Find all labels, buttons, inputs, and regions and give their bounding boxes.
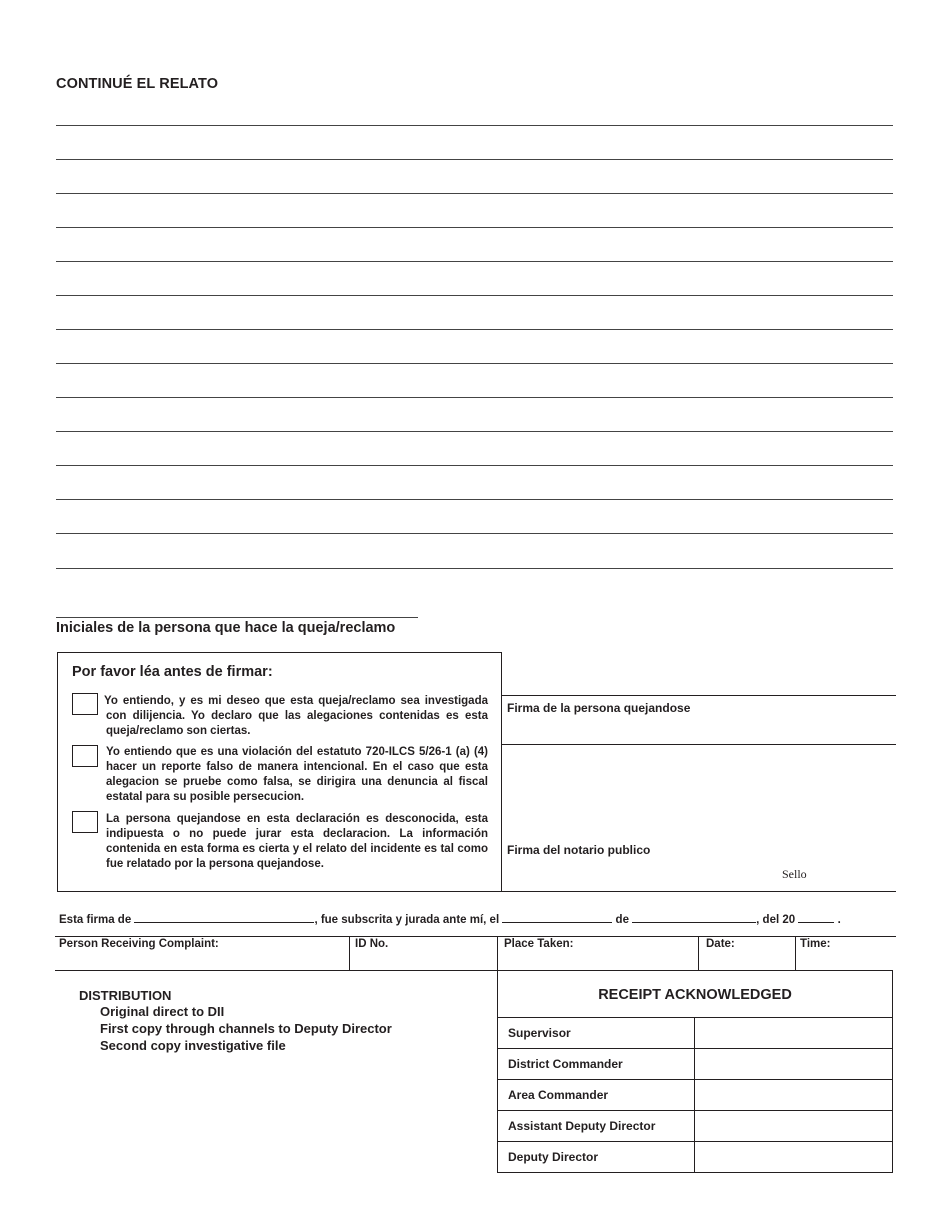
seal-label: Sello bbox=[782, 867, 807, 881]
signature-divider bbox=[502, 744, 896, 745]
complaint-row-divider bbox=[795, 936, 796, 970]
sworn-text-4: , del 20 bbox=[756, 914, 796, 926]
supervisor-signature-cell[interactable] bbox=[695, 1018, 892, 1048]
place-taken-field[interactable]: Place Taken: bbox=[504, 938, 574, 950]
distribution-item: Original direct to DII bbox=[100, 1004, 225, 1019]
sworn-day-field[interactable] bbox=[502, 911, 612, 923]
statement-2-text: Yo entiendo que es una violación del estatuto 720-ILCS 5/26-1 (a) (4) hacer un reporte falso de manera intencional. En el caso que esta alegacion se pruebe como falsa, se dirigira una denuncia al fiscal estatal para su posible persecucion. bbox=[106, 746, 488, 803]
sworn-month-field[interactable] bbox=[632, 911, 756, 923]
statement-2-checkbox[interactable] bbox=[72, 745, 98, 767]
time-field[interactable]: Time: bbox=[800, 938, 831, 950]
complaint-row-divider bbox=[349, 936, 350, 970]
receipt-row-supervisor: Supervisor bbox=[508, 1026, 571, 1040]
sworn-statement bbox=[59, 911, 841, 926]
receipt-row-deputy-director: Deputy Director bbox=[508, 1150, 599, 1164]
sworn-text-2: , fue subscrita y jurada ante mí, el bbox=[314, 914, 500, 926]
narrative-line[interactable] bbox=[56, 363, 893, 364]
complainant-signature-label: Firma de la persona quejandose bbox=[507, 701, 691, 715]
sworn-text-3: de bbox=[615, 914, 629, 926]
deputy-director-signature-cell[interactable] bbox=[695, 1142, 892, 1172]
receipt-title: RECEIPT ACKNOWLEDGED bbox=[598, 987, 792, 1003]
sworn-year-field[interactable] bbox=[798, 911, 834, 923]
distribution-title: DISTRIBUTION bbox=[79, 988, 172, 1003]
narrative-line[interactable] bbox=[56, 227, 893, 228]
narrative-line[interactable] bbox=[56, 193, 893, 194]
narrative-line[interactable] bbox=[56, 499, 893, 500]
read-box-title: Por favor léa antes de firmar: bbox=[72, 664, 273, 680]
complaint-row-top-border bbox=[55, 936, 896, 937]
complaint-row-bottom-border bbox=[55, 970, 498, 971]
complaint-row-divider bbox=[698, 936, 699, 970]
complaint-row-divider bbox=[497, 936, 498, 970]
notary-signature-line[interactable] bbox=[502, 891, 896, 892]
narrative-line[interactable] bbox=[56, 397, 893, 398]
narrative-line[interactable] bbox=[56, 329, 893, 330]
page-heading: CONTINUÉ EL RELATO bbox=[56, 76, 219, 92]
assistant-deputy-director-signature-cell[interactable] bbox=[695, 1111, 892, 1141]
receipt-row-district-commander: District Commander bbox=[508, 1057, 623, 1071]
notary-signature-label: Firma del notario publico bbox=[507, 843, 651, 857]
receipt-row-area-commander: Area Commander bbox=[508, 1088, 609, 1102]
receipt-row-assistant-deputy-director: Assistant Deputy Director bbox=[508, 1119, 656, 1133]
initials-field[interactable] bbox=[56, 617, 418, 618]
narrative-line[interactable] bbox=[56, 431, 893, 432]
statement-3-checkbox[interactable] bbox=[72, 811, 98, 833]
narrative-line[interactable] bbox=[56, 159, 893, 160]
narrative-line[interactable] bbox=[56, 125, 893, 126]
statement-1-checkbox[interactable] bbox=[72, 693, 98, 715]
narrative-line[interactable] bbox=[56, 568, 893, 569]
area-commander-signature-cell[interactable] bbox=[695, 1080, 892, 1110]
statement-1-text: Yo entiendo, y es mi deseo que esta queja/reclamo sea investigada con dilijencia. Yo declaro que las alegaciones contenidas es esta queja/reclamo son ciertas. bbox=[104, 695, 488, 737]
narrative-line[interactable] bbox=[56, 533, 893, 534]
signer-name-field[interactable] bbox=[134, 911, 314, 923]
sworn-text-5: . bbox=[837, 914, 841, 926]
initials-label: Iniciales de la persona que hace la queja/reclamo bbox=[56, 620, 396, 636]
id-number-field[interactable]: ID No. bbox=[355, 938, 389, 950]
narrative-line[interactable] bbox=[56, 261, 893, 262]
distribution-item: Second copy investigative file bbox=[100, 1038, 286, 1053]
distribution-item: First copy through channels to Deputy Director bbox=[100, 1021, 392, 1036]
statement-3-text: La persona quejandose en esta declaración es desconocida, esta indipuesta o no puede jurar esta declaracion. La información contenida en esta forma es cierta y el relato del incidente es tal como fue relatado por la persona quejandose. bbox=[106, 813, 488, 870]
narrative-line[interactable] bbox=[56, 295, 893, 296]
date-field[interactable]: Date: bbox=[706, 938, 735, 950]
narrative-line[interactable] bbox=[56, 465, 893, 466]
complainant-signature-line[interactable] bbox=[502, 695, 896, 696]
district-commander-signature-cell[interactable] bbox=[695, 1049, 892, 1079]
sworn-text-1: Esta firma de bbox=[59, 914, 132, 926]
person-receiving-complaint-field[interactable]: Person Receiving Complaint: bbox=[59, 938, 219, 950]
